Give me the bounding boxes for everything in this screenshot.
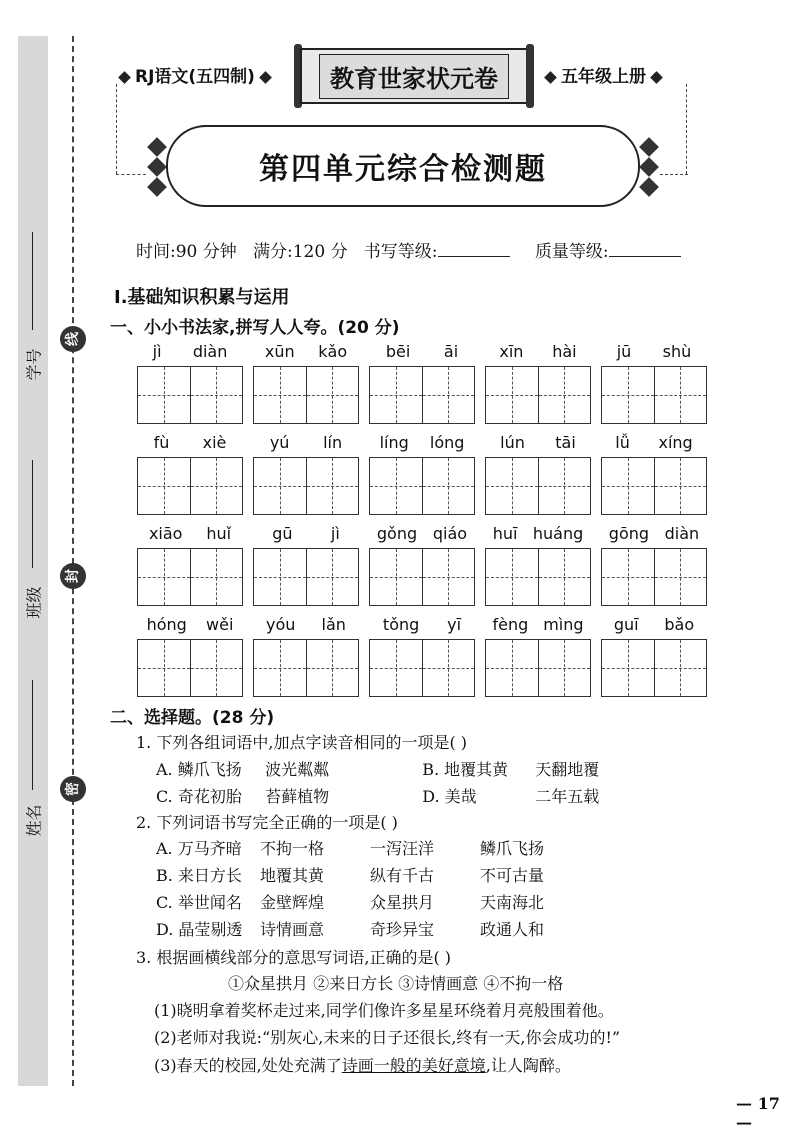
diamond-icon	[544, 71, 557, 84]
pinyin-syllable: gū	[272, 524, 293, 543]
writing-cell[interactable]	[138, 549, 191, 605]
option-row	[156, 917, 544, 940]
pinyin-label	[137, 342, 243, 366]
pinyin-label	[369, 615, 475, 639]
pinyin-syllable: shù	[662, 342, 692, 361]
pinyin-syllable: bēi	[385, 342, 411, 361]
pinyin-syllable: fèng	[492, 615, 529, 634]
writing-cell[interactable]	[370, 640, 423, 696]
student-id-label: 学号	[24, 348, 44, 381]
option-word: B. 来日方长	[156, 866, 242, 885]
pinyin-label	[137, 524, 243, 548]
option-word: 天南海北	[480, 893, 545, 912]
pinyin-syllable: jì	[152, 342, 162, 361]
title-banner	[166, 125, 640, 207]
pinyin-word-group	[369, 342, 475, 424]
tianzige-boxes	[253, 548, 359, 606]
writing-cell[interactable]	[486, 549, 539, 605]
pinyin-word-group	[485, 433, 591, 515]
tianzige-boxes	[137, 639, 243, 697]
pinyin-syllable: tāi	[555, 433, 576, 452]
writing-cell[interactable]	[307, 549, 359, 605]
pinyin-word-group	[253, 615, 359, 697]
question-stem: 1. 下列各组词语中,加点字读音相同的一项是( )	[136, 733, 468, 752]
tianzige-boxes	[601, 366, 707, 424]
writing-cell[interactable]	[254, 367, 307, 423]
writing-cell[interactable]	[191, 367, 243, 423]
pinyin-syllable: huǐ	[206, 524, 232, 543]
pinyin-label	[369, 342, 475, 366]
option-word: 一泻汪洋	[370, 839, 435, 858]
exam-meta: 时间:90 分钟 满分:120 分 书写等级: 质量等级:	[136, 237, 701, 262]
writing-cell[interactable]	[370, 458, 423, 514]
option-word: 地覆其黄	[260, 866, 325, 885]
cut-line	[72, 36, 74, 1086]
option-row	[156, 890, 544, 913]
tianzige-boxes	[253, 366, 359, 424]
pinyin-word-group	[137, 524, 243, 606]
option-row	[156, 863, 544, 886]
option-word: D. 晶莹剔透	[156, 920, 243, 939]
pinyin-syllable: xiāo	[148, 524, 183, 543]
sentence-2: (2)老师对我说:“别灰心,未来的日子还很长,终有一天,你会成功的!”	[154, 1028, 621, 1047]
option-word: 不拘一格	[260, 839, 325, 858]
pinyin-label	[253, 433, 359, 457]
writing-cell[interactable]	[539, 458, 591, 514]
pinyin-syllable: diàn	[192, 342, 228, 361]
pinyin-word-group	[601, 342, 707, 424]
writing-cell[interactable]	[307, 458, 359, 514]
pinyin-word-group	[601, 615, 707, 697]
tianzige-boxes	[137, 366, 243, 424]
option-word: C. 举世闻名	[156, 893, 242, 912]
pinyin-word-group	[137, 433, 243, 515]
pinyin-syllable: guī	[613, 615, 639, 634]
option-word: 奇珍异宝	[370, 920, 435, 939]
pinyin-word-group	[369, 433, 475, 515]
tianzige-boxes	[137, 548, 243, 606]
diamond-icon	[118, 71, 131, 84]
writing-cell[interactable]	[423, 367, 475, 423]
pinyin-word-group	[601, 433, 707, 515]
section-heading: Ⅰ.基础知识积累与运用	[114, 287, 290, 308]
pinyin-label	[485, 524, 591, 548]
seal-line-mark: 线	[60, 326, 86, 352]
pinyin-label	[253, 342, 359, 366]
pinyin-label	[253, 524, 359, 548]
seal-seal-mark: 封	[60, 563, 86, 589]
question-heading: 一、小小书法家,拼写人人夸。(20 分)	[110, 318, 400, 338]
brand-name: 教育世家状元卷	[319, 54, 509, 99]
option-word: 政通人和	[480, 920, 545, 939]
pinyin-word-group	[485, 524, 591, 606]
pinyin-word-group	[369, 524, 475, 606]
pinyin-word-group	[369, 615, 475, 697]
writing-cell[interactable]	[138, 458, 191, 514]
tianzige-boxes	[369, 548, 475, 606]
writing-cell[interactable]	[423, 640, 475, 696]
pinyin-syllable: lǎn	[321, 615, 346, 634]
pinyin-label	[137, 433, 243, 457]
pinyin-syllable: fù	[153, 433, 170, 452]
name-blank[interactable]	[32, 680, 33, 790]
tianzige-boxes	[485, 366, 591, 424]
writing-cell[interactable]	[138, 640, 191, 696]
pinyin-syllable: yī	[447, 615, 462, 634]
pinyin-syllable: bǎo	[664, 615, 695, 634]
scroll-pole-right	[526, 44, 534, 108]
pinyin-syllable: tǒng	[382, 615, 420, 634]
tianzige-boxes	[369, 366, 475, 424]
question-stem: 3. 根据画横线部分的意思写词语,正确的是( )	[136, 948, 452, 967]
pinyin-syllable: kǎo	[318, 342, 348, 361]
pinyin-label	[369, 524, 475, 548]
option-word: 纵有千古	[370, 866, 435, 885]
writing-cell[interactable]	[655, 458, 707, 514]
option-word: 诗情画意	[260, 920, 325, 939]
pinyin-syllable: diàn	[664, 524, 700, 543]
pinyin-syllable: xūn	[264, 342, 295, 361]
pinyin-syllable: hóng	[146, 615, 187, 634]
writing-cell[interactable]	[191, 640, 243, 696]
pinyin-syllable: gōng	[608, 524, 650, 543]
pinyin-word-group	[253, 342, 359, 424]
pinyin-syllable: huī	[492, 524, 518, 543]
pinyin-syllable: xíng	[658, 433, 693, 452]
option-word: 金壁辉煌	[260, 893, 325, 912]
writing-cell[interactable]	[602, 549, 655, 605]
writing-cell[interactable]	[539, 549, 591, 605]
pinyin-syllable: āi	[443, 342, 459, 361]
frame-dash	[116, 84, 117, 174]
writing-cell[interactable]	[138, 367, 191, 423]
writing-cell[interactable]	[602, 458, 655, 514]
student-id-blank[interactable]	[32, 232, 33, 330]
tianzige-boxes	[601, 639, 707, 697]
pinyin-syllable: jū	[616, 342, 632, 361]
pinyin-syllable: mìng	[543, 615, 584, 634]
writing-cell[interactable]	[254, 640, 307, 696]
tianzige-boxes	[601, 548, 707, 606]
pinyin-label	[253, 615, 359, 639]
pinyin-syllable: jì	[330, 524, 340, 543]
writing-cell[interactable]	[539, 367, 591, 423]
writing-cell[interactable]	[486, 458, 539, 514]
pinyin-label	[485, 342, 591, 366]
question-stem: 2. 下列词语书写完全正确的一项是( )	[136, 813, 398, 832]
pinyin-syllable: qiáo	[432, 524, 468, 543]
writing-cell[interactable]	[370, 549, 423, 605]
option-row	[156, 836, 544, 859]
pinyin-label	[601, 433, 707, 457]
writing-cell[interactable]	[602, 640, 655, 696]
writing-cell[interactable]	[307, 367, 359, 423]
pinyin-syllable: lǚ	[615, 433, 630, 452]
pinyin-syllable: hài	[552, 342, 577, 361]
writing-cell[interactable]	[307, 640, 359, 696]
pinyin-syllable: lún	[500, 433, 525, 452]
option-row: C. 奇花初胎 苔藓植物 D. 美哉 二年五载	[156, 787, 600, 806]
writing-cell[interactable]	[655, 367, 707, 423]
tianzige-boxes	[485, 457, 591, 515]
writing-cell[interactable]	[423, 458, 475, 514]
pinyin-syllable: lín	[323, 433, 343, 452]
pinyin-word-group	[253, 524, 359, 606]
writing-cell[interactable]	[486, 367, 539, 423]
subject-tag: RJ语文(五四制)	[114, 62, 276, 87]
option-word: 不可古量	[480, 866, 545, 885]
option-word: A. 万马齐暗	[156, 839, 242, 858]
option-word: 众星拱月	[370, 893, 435, 912]
writing-grade-blank[interactable]	[438, 256, 510, 257]
pinyin-label	[485, 615, 591, 639]
page-number: — 17 —	[736, 1094, 780, 1132]
pinyin-syllable: gǒng	[376, 524, 418, 543]
writing-cell[interactable]	[254, 549, 307, 605]
diamond-icon	[650, 71, 663, 84]
writing-cell[interactable]	[370, 367, 423, 423]
writing-cell[interactable]	[486, 640, 539, 696]
pinyin-label	[137, 615, 243, 639]
pinyin-word-group	[485, 615, 591, 697]
tianzige-boxes	[601, 457, 707, 515]
name-label: 姓名	[24, 804, 44, 837]
pinyin-word-group	[137, 342, 243, 424]
class-blank[interactable]	[32, 460, 33, 568]
pinyin-label	[601, 615, 707, 639]
sentence-1: (1)晓明拿着奖杯走过来,同学们像许多星星环绕着月亮般围着他。	[154, 1001, 614, 1020]
diamond-stack-icon	[150, 134, 164, 200]
page-title: 第四单元综合检测题	[259, 152, 547, 187]
tianzige-boxes	[253, 639, 359, 697]
seal-secret-mark: 密	[60, 776, 86, 802]
writing-cell[interactable]	[191, 549, 243, 605]
answer-choices: ①众星拱月 ②来日方长 ③诗情画意 ④不拘一格	[228, 974, 564, 993]
binding-strip	[18, 36, 48, 1086]
frame-dash	[116, 174, 146, 175]
writing-cell[interactable]	[655, 549, 707, 605]
pinyin-syllable: wěi	[206, 615, 234, 634]
writing-cell[interactable]	[539, 640, 591, 696]
pinyin-word-group	[253, 433, 359, 515]
writing-cell[interactable]	[602, 367, 655, 423]
pinyin-syllable: xīn	[499, 342, 524, 361]
pinyin-syllable: líng	[379, 433, 409, 452]
pinyin-label	[601, 524, 707, 548]
tianzige-boxes	[253, 457, 359, 515]
writing-cell[interactable]	[423, 549, 475, 605]
class-label: 班级	[24, 586, 44, 619]
pinyin-syllable: yú	[269, 433, 290, 452]
pinyin-word-group	[137, 615, 243, 697]
grade-tag: 五年级上册	[540, 62, 667, 87]
pinyin-syllable: lóng	[429, 433, 465, 452]
option-word: 鳞爪飞扬	[480, 839, 545, 858]
tianzige-boxes	[485, 548, 591, 606]
tianzige-boxes	[369, 639, 475, 697]
pinyin-word-group	[601, 524, 707, 606]
tianzige-boxes	[369, 457, 475, 515]
diamond-stack-icon	[642, 134, 656, 200]
tianzige-boxes	[485, 639, 591, 697]
pinyin-label	[485, 433, 591, 457]
pinyin-syllable: huáng	[532, 524, 584, 543]
pinyin-syllable: xiè	[202, 433, 227, 452]
pinyin-label	[601, 342, 707, 366]
tianzige-boxes	[137, 457, 243, 515]
option-row: A. 鳞爪飞扬 波光粼粼 B. 地覆其黄 天翻地覆	[156, 760, 600, 779]
writing-cell[interactable]	[191, 458, 243, 514]
writing-cell[interactable]	[254, 458, 307, 514]
frame-dash	[660, 174, 688, 175]
diamond-icon	[259, 71, 272, 84]
writing-cell[interactable]	[655, 640, 707, 696]
brand-box	[300, 48, 528, 104]
pinyin-word-group	[485, 342, 591, 424]
sentence-3: (3)春天的校园,处处充满了诗画一般的美好意境,让人陶醉。	[154, 1056, 571, 1075]
question-heading: 二、选择题。(28 分)	[110, 708, 275, 728]
pinyin-syllable: yóu	[266, 615, 296, 634]
frame-dash	[686, 84, 687, 174]
quality-grade-blank[interactable]	[609, 256, 681, 257]
pinyin-label	[369, 433, 475, 457]
